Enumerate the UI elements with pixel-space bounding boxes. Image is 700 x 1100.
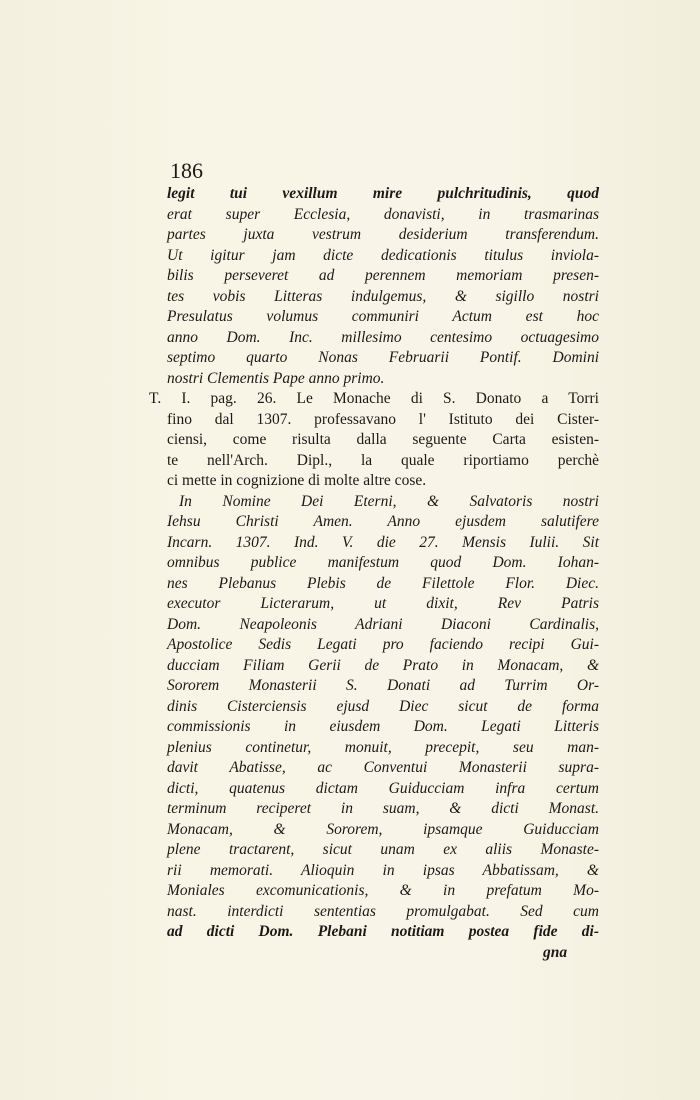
text-line: ducciam Filiam Gerii de Prato in Monacam, & bbox=[167, 656, 599, 674]
text-line: Moniales excomunicationis, & in prefatum Mo- bbox=[167, 882, 599, 899]
text-line: nostri Clementis Pape anno primo. bbox=[167, 369, 385, 387]
text-line: plene tractarent, sicut unam ex aliis Monaste- bbox=[167, 841, 599, 858]
text-line: rii memorati. Alioquin in ipsas Abbatissam, & bbox=[167, 861, 599, 879]
body-text bbox=[149, 184, 599, 943]
text-line: nast. interdicti sententias promulgabat. Sed cum bbox=[167, 902, 599, 920]
text-line: anno Dom. Inc. millesimo centesimo octuagesimo bbox=[167, 328, 599, 346]
text-line: Sororem Monasterii S. Donati ad Turrim Or- bbox=[167, 677, 599, 694]
text-line: Ut igitur jam dicte dedicationis titulus inviola- bbox=[167, 246, 599, 264]
text-line: plenius continetur, monuit, precepit, seu man- bbox=[167, 738, 599, 756]
text-line: partes juxta vestrum desiderium transferendum. bbox=[167, 226, 599, 243]
text-line: Incarn. 1307. Ind. V. die 27. Mensis Iulii. Sit bbox=[167, 533, 599, 551]
page-number: 186 bbox=[170, 158, 203, 183]
text-line: nes Plebanus Plebis de Filettole Flor. Diec. bbox=[167, 574, 599, 592]
text-line: legit tui vexillum mire pulchritudinis, quod bbox=[167, 185, 599, 202]
text-line: terminum reciperet in suam, & dicti Monast. bbox=[167, 800, 599, 817]
text-line: executor Licterarum, ut dixit, Rev Patris bbox=[167, 595, 599, 612]
text-line: T. I. pag. 26. Le Monache di S. Donato a Torri bbox=[149, 390, 599, 407]
text-line: septimo quarto Nonas Februarii Pontif. Domini bbox=[167, 349, 599, 366]
text-line: davit Abatisse, ac Conventui Monasterii supra- bbox=[167, 759, 599, 776]
text-line: ci mette in cognizione di molte altre cose. bbox=[167, 472, 427, 489]
text-line: dinis Cisterciensis ejusd Diec sicut de forma bbox=[167, 697, 599, 715]
text-line: commissionis in eiusdem Dom. Legati Litteris bbox=[167, 718, 599, 735]
text-line: tes vobis Litteras indulgemus, & sigillo nostri bbox=[167, 287, 599, 305]
text-line: dicti, quatenus dictam Guiducciam infra certum bbox=[167, 779, 599, 797]
text-line: omnibus publice manifestum quod Dom. Iohan- bbox=[167, 554, 599, 571]
text-line: Monacam, & Sororem, ipsamque Guiducciam bbox=[167, 820, 599, 838]
text-line: ciensi, come risulta dalla seguente Carta esisten- bbox=[167, 431, 599, 448]
catchword: gna bbox=[543, 944, 568, 961]
text-line: Iehsu Christi Amen. Anno ejusdem salutifere bbox=[167, 513, 599, 530]
text-line: Dom. Neapoleonis Adriani Diaconi Cardinalis, bbox=[167, 615, 599, 633]
text-line: erat super Ecclesia, donavisti, in trasmarinas bbox=[167, 205, 599, 223]
text-line: ad dicti Dom. Plebani notitiam postea fide di- bbox=[167, 923, 599, 940]
text-line: In Nomine Dei Eterni, & Salvatoris nostri bbox=[179, 492, 599, 510]
text-line: Presulatus volumus communiri Actum est hoc bbox=[167, 308, 599, 325]
text-line: fino dal 1307. professavano l' Istituto dei Cister- bbox=[167, 410, 599, 428]
text-line: te nell'Arch. Dipl., la quale riportiamo perchè bbox=[167, 451, 599, 469]
text-line: Apostolice Sedis Legati pro faciendo recipi Gui- bbox=[167, 636, 599, 653]
text-line: bilis perseveret ad perennem memoriam presen- bbox=[167, 267, 599, 284]
